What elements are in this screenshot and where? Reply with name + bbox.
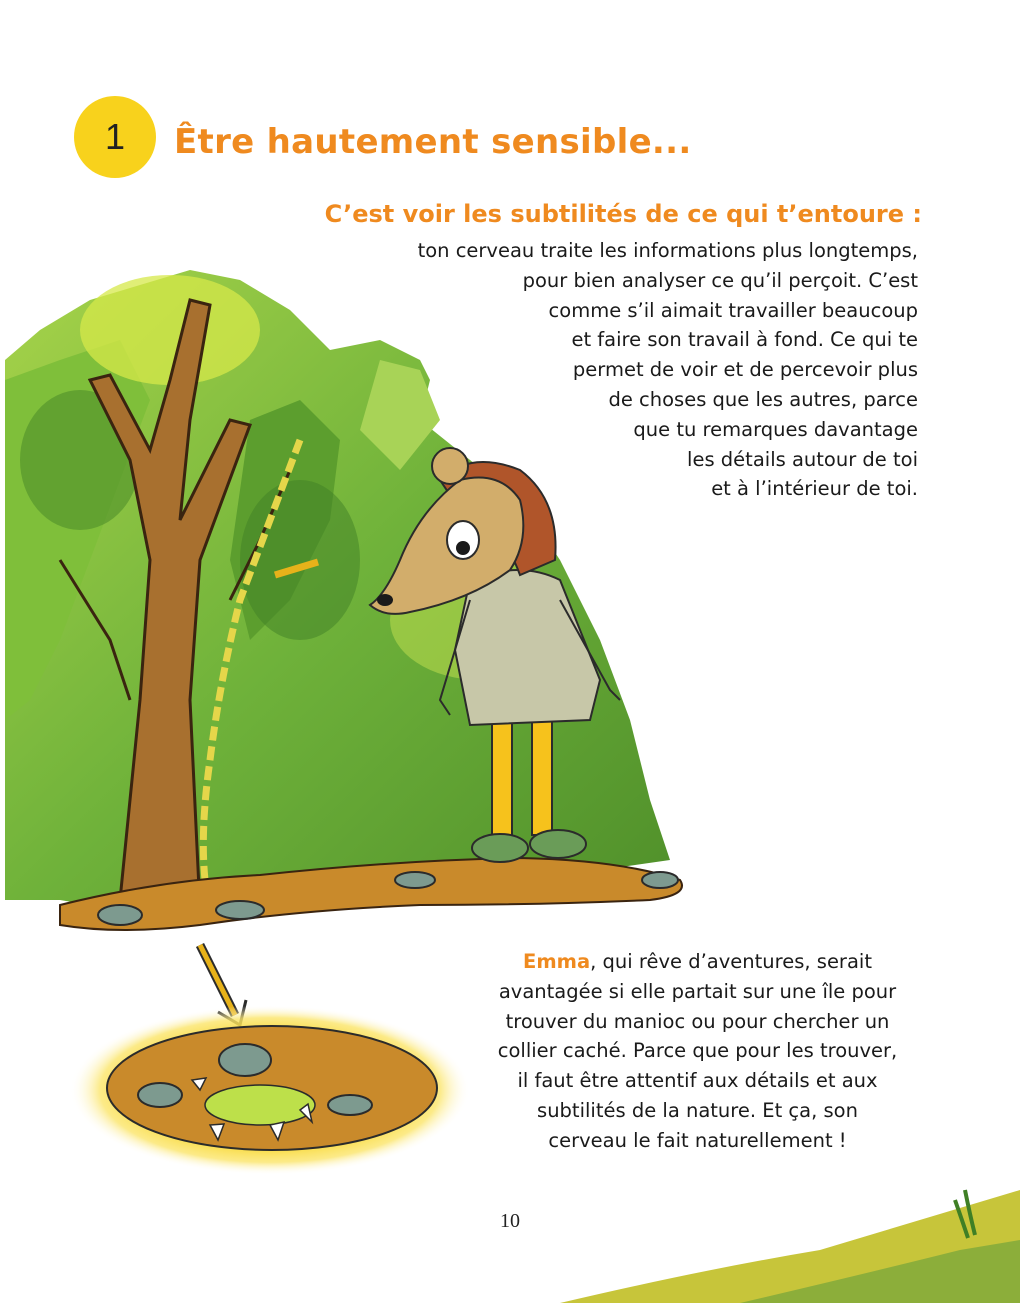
intro-line: les détails autour de toi: [687, 447, 918, 471]
chapter-number: 1: [104, 116, 126, 157]
intro-line: et faire son travail à fond. Ce qui te: [571, 328, 918, 352]
intro-line: ton cerveau traite les informations plus longtemps,: [417, 239, 918, 262]
chapter-badge: [74, 96, 156, 178]
character-name: Emma: [523, 950, 591, 973]
stone: [98, 905, 142, 925]
example-line: avantagée si elle partait sur une île pour: [498, 979, 897, 1003]
stone: [395, 872, 435, 888]
example-line: trouver du manioc ou pour chercher un: [505, 1009, 890, 1033]
intro-line: et à l’intérieur de toi.: [711, 477, 918, 501]
stone: [642, 872, 678, 888]
example-line-rest: , qui rêve d’aventures, serait: [590, 950, 872, 973]
intro-line: permet de voir et de percevoir plus: [572, 358, 918, 382]
intro-paragraph: [318, 236, 918, 504]
intro-line: que tu remarques davantage: [633, 417, 918, 441]
example-line: [470, 947, 925, 977]
stone: [216, 901, 264, 919]
intro-line: de choses que les autres, parce: [608, 387, 918, 411]
example-line: il faut être attentif aux détails et aux: [517, 1069, 878, 1093]
example-paragraph: [470, 947, 925, 1156]
intro-line: pour bien analyser ce qu’il perçoit. C’est: [522, 268, 918, 292]
page-number: 10: [500, 1210, 520, 1232]
page-title: Être hautement sensible...: [174, 122, 692, 162]
intro-line: comme s’il aimait travailler beaucoup: [548, 298, 918, 322]
example-line: cerveau le fait naturellement !: [548, 1128, 847, 1152]
section-subtitle: C’est voir les subtilités de ce qui t’entoure :: [324, 200, 922, 228]
zoom-arrow: [200, 945, 235, 1015]
example-line: subtilités de la nature. Et ça, son: [537, 1098, 858, 1122]
zoom-detail: [70, 1005, 470, 1175]
example-line: collier caché. Parce que pour les trouver,: [497, 1039, 898, 1063]
